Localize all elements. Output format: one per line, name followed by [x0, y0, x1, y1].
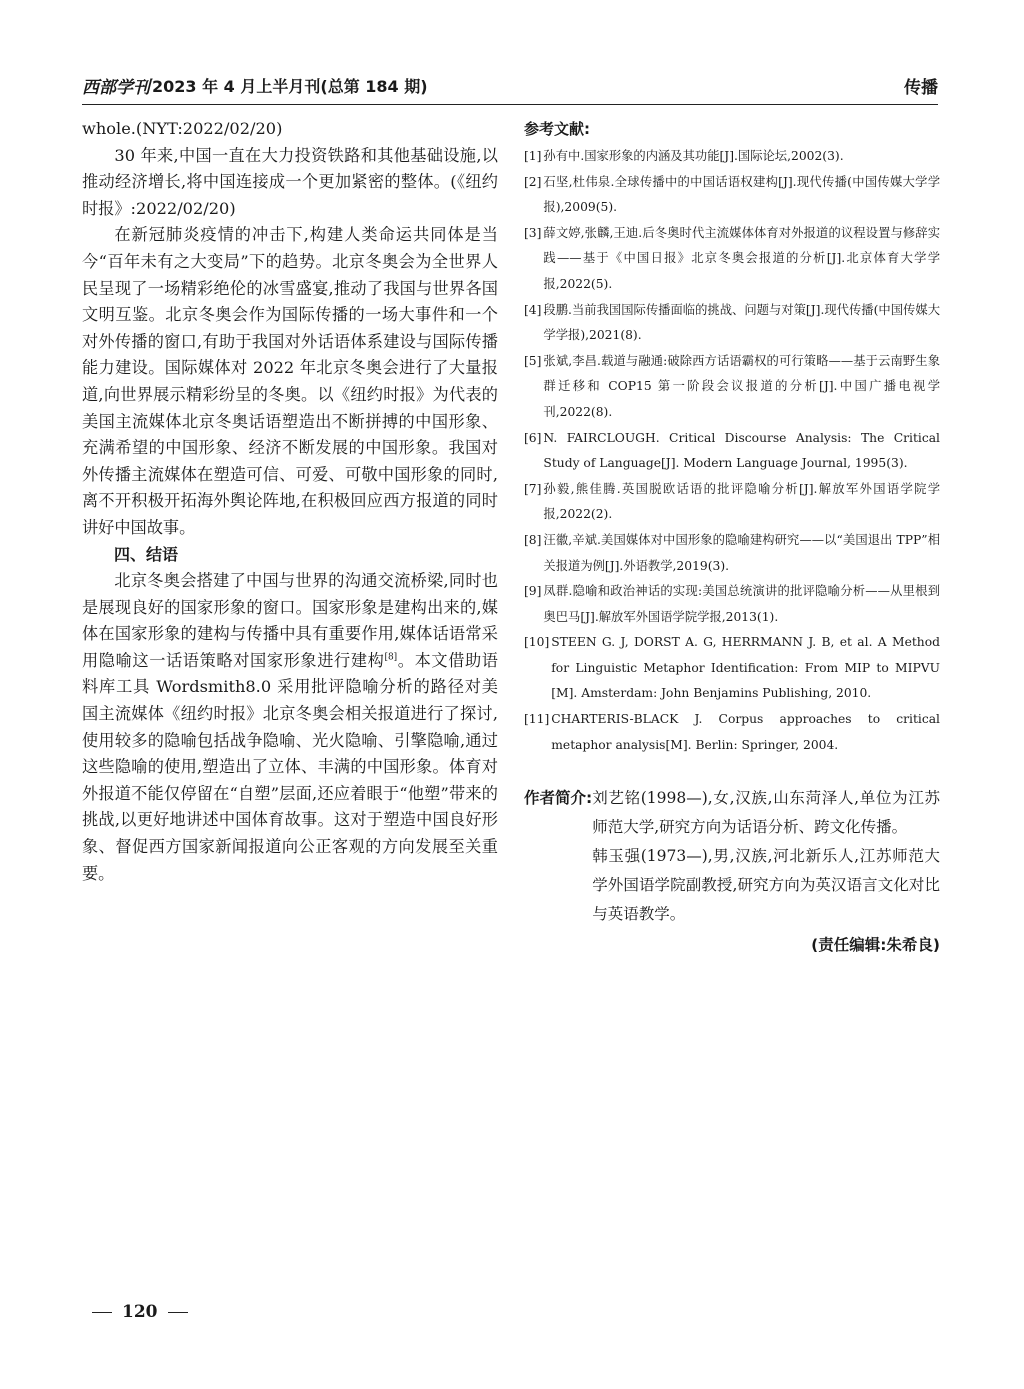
reference-text: N. FAIRCLOUGH. Critical Discourse Analysis: The Critical Study of Language[J]. Modern Language Journal, 1995(3).	[543, 430, 940, 471]
author-info	[524, 784, 940, 929]
reference-item	[524, 349, 940, 426]
header-rule	[82, 104, 938, 105]
reference-text: 张斌,李昌.载道与融通:破除西方话语霸权的可行策略——基于云南野生象群迁移和 COP15 第一阶段会议报道的分析[J].中国广播电视学刊,2022(8).	[543, 353, 940, 419]
reference-text: 薛文婷,张麟,王迪.后冬奥时代主流媒体体育对外报道的议程设置与修辞实践——基于《中国日报》北京冬奥会报道的分析[J].北京体育大学学报,2022(5).	[543, 225, 940, 291]
reference-text: 凤群.隐喻和政治神话的实现:美国总统演讲的批评隐喻分析——从里根到奥巴马[J].解放军外国语学院学报,2013(1).	[543, 584, 940, 624]
author-entry: 刘艺铭(1998—),女,汉族,山东菏泽人,单位为江苏师范大学,研究方向为话语分析、跨文化传播。	[592, 789, 940, 837]
citation-marker: [8]	[384, 652, 398, 663]
reference-text: 孙有中.国家形象的内涵及其功能[J].国际论坛,2002(3).	[543, 149, 844, 163]
conclusion-text: 北京冬奥会搭建了中国与世界的沟通交流桥梁,同时也是展现良好的国家形象的窗口。国家形象是建构出来的,媒体在国家形象的建构与传播中具有重要作用,媒体话语常采用隐喻这一话语策略对国家形象进行建构	[82, 571, 498, 670]
body-paragraph: whole.(NYT:2022/02/20)	[82, 119, 283, 138]
page-number: 120	[122, 1302, 158, 1322]
body-paragraph: 在新冠肺炎疫情的冲击下,构建人类命运共同体是当今“百年未有之大变局”下的趋势。北京冬奥会为全世界人民呈现了一场精彩绝伦的冰雪盛宴,推动了我国与世界各国文明互鉴。北京冬奥会作为国际传播的一场大事件和一个对外传播的窗口,有助于我国对外话语体系建设与国际传播能力建设。国际媒体对 2022 年北京冬奥会进行了大量报道,向世界展示精彩纷呈的冬奥。以《纽约时报》为代表的美国主流媒体北京冬奥话语塑造出不断拼搏的中国形象、充满希望的中国形象、经济不断发展的中国形象。我国对外传播主流媒体在塑造可信、可爱、可敬中国形象的同时,离不开积极开拓海外舆论阵地,在积极回应西方报道的同时讲好中国故事。	[82, 225, 498, 537]
reference-item	[524, 707, 940, 758]
reference-number: [5]	[524, 353, 542, 368]
reference-text: CHARTERIS-BLACK J. Corpus approaches to critical metaphor analysis[M]. Berlin: Springer, 2004.	[551, 712, 940, 752]
left-column	[82, 116, 498, 887]
reference-text: STEEN G. J, DORST A. G, HERRMANN J. B, et al. A Method for Linguistic Metaphor Identification: From MIP to MIPVU [M]. Amsterdam: John Benjamins Publishing, 2010.	[551, 635, 940, 701]
journal-name: 西部学刊	[82, 77, 150, 98]
references-title: 参考文献:	[524, 120, 590, 138]
reference-number: [1]	[524, 149, 542, 163]
reference-number: [8]	[524, 532, 542, 547]
body-paragraph: 30 年来,中国一直在大力投资铁路和其他基础设施,以推动经济增长,将中国连接成一个更加紧密的整体。(《纽约时报》:2022/02/20)	[82, 145, 498, 218]
author-entry: 韩玉强(1973—),男,汉族,河北新乐人,江苏师范大学外国语学院副教授,研究方向为英汉语言文化对比与英语教学。	[592, 847, 940, 924]
reference-number: [3]	[524, 225, 542, 240]
reference-text: 石坚,杜伟泉.全球传播中的中国话语权建构[J].现代传播(中国传媒大学学报),2009(5).	[543, 174, 940, 215]
reference-item	[524, 630, 940, 707]
reference-item	[524, 298, 940, 349]
author-info-label: 作者简介:	[524, 789, 593, 808]
reference-list	[524, 144, 940, 758]
reference-number: [2]	[524, 174, 542, 189]
reference-number: [7]	[524, 481, 542, 496]
conclusion-text: 。本文借助语料库工具 Wordsmith8.0 采用批评隐喻分析的路径对美国主流媒体《纽约时报》北京冬奥会相关报道进行了探讨,使用较多的隐喻包括战争隐喻、光火隐喻、引擎隐喻,通过这些隐喻的使用,塑造出了立体、丰满的中国形象。体育对外报道不能仅停留在“自塑”层面,还应着眼于“他塑”带来的挑战,以更好地讲述中国体育故事。这对于塑造中国良好形象、督促西方国家新闻报道向公正客观的方向发展至关重要。	[82, 650, 498, 883]
page-number-block	[92, 1302, 188, 1322]
dash-right	[168, 1312, 188, 1313]
reference-item	[524, 579, 940, 630]
reference-text: 孙毅,熊佳腾.英国脱欧话语的批评隐喻分析[J].解放军外国语学院学报,2022(2).	[543, 481, 940, 522]
reference-number: [9]	[524, 584, 542, 599]
reference-number: [10]	[524, 635, 550, 650]
reference-item	[524, 221, 940, 298]
reference-number: [4]	[524, 302, 542, 317]
section-name: 传播	[904, 77, 938, 98]
reference-item	[524, 170, 940, 221]
responsible-editor: (责任编辑:朱希良)	[811, 936, 940, 955]
reference-item	[524, 477, 940, 528]
reference-number: [11]	[524, 712, 550, 727]
reference-text: 段鹏.当前我国国际传播面临的挑战、问题与对策[J].现代传播(中国传媒大学学报),2021(8).	[543, 302, 940, 343]
conclusion-paragraph	[82, 568, 498, 887]
author-entries	[592, 784, 940, 929]
header-left	[82, 73, 428, 98]
dash-left	[92, 1312, 112, 1313]
section-heading: 四、结语	[114, 544, 179, 564]
reference-item	[524, 144, 940, 170]
running-header	[82, 72, 938, 98]
reference-item	[524, 426, 940, 477]
reference-item	[524, 528, 940, 579]
issue-info: 2023 年 4 月上半月刊(总第 184 期)	[152, 76, 428, 96]
right-column	[524, 116, 940, 960]
reference-text: 汪徽,辛斌.美国媒体对中国形象的隐喻建构研究——以“美国退出 TPP”相关报道为例[J].外语教学,2019(3).	[543, 532, 940, 573]
reference-number: [6]	[524, 430, 542, 445]
